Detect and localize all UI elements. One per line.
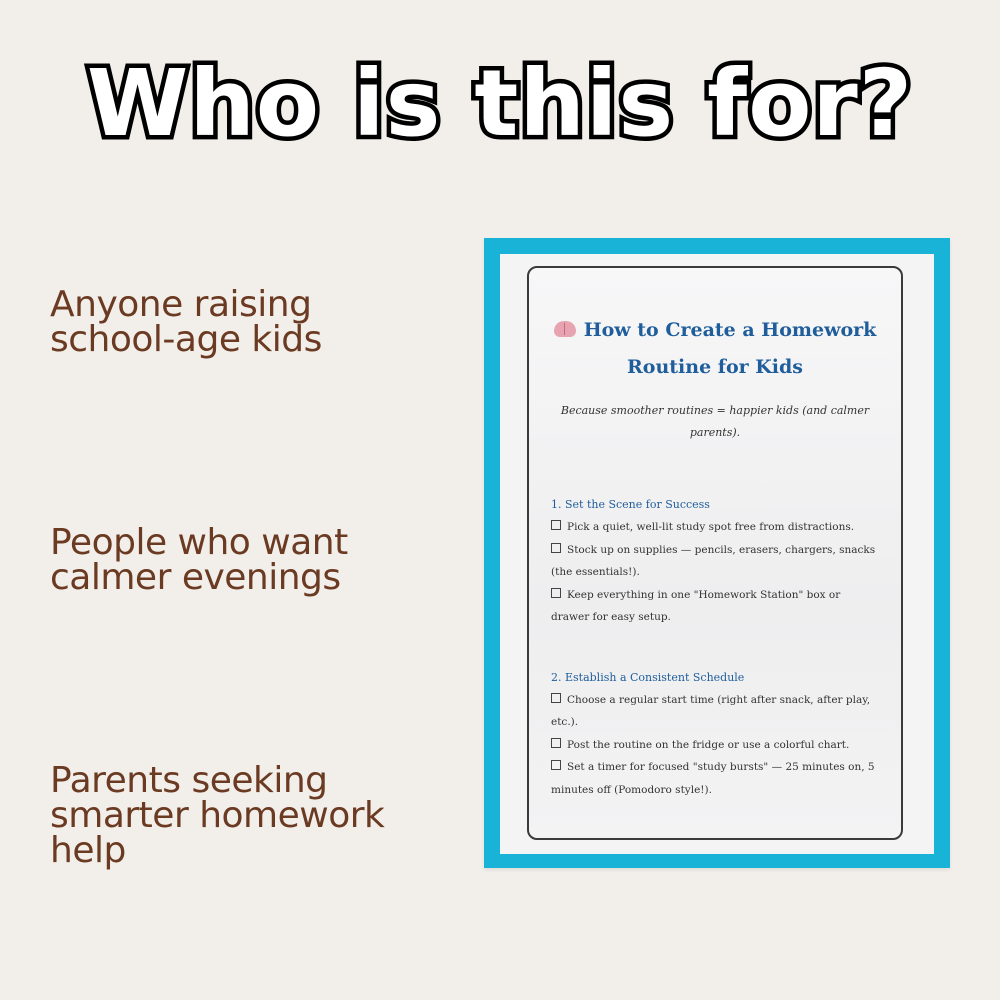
checklist-item <box>551 584 879 629</box>
checklist-item-text: Pick a quiet, well-lit study spot free from distractions. <box>567 521 855 533</box>
checklist-item-text: Post the routine on the fridge or use a colorful chart. <box>567 738 850 751</box>
section-heading: 1. Set the Scene for Success <box>551 498 710 511</box>
document-content <box>527 266 903 840</box>
section-heading: 2. Establish a Consistent Schedule <box>551 670 745 684</box>
checkbox-icon <box>551 543 561 553</box>
checklist-item <box>551 516 879 539</box>
checkbox-icon <box>551 760 561 770</box>
audience-item-calmer-evenings: People who want calmer evenings <box>50 522 348 598</box>
document-page <box>500 254 934 854</box>
audience-item-homework-help: Parents seeking smarter homework help <box>50 760 385 871</box>
audience-item-school-age: Anyone raising school-age kids <box>50 284 322 360</box>
document-subtitle: Because smoother routines = happier kids (and calmer parents). <box>560 404 870 439</box>
document-title-text: How to Create a Homework Routine for Kids <box>583 319 877 378</box>
checklist-item-text: Choose a regular start time (right after snack, after play, etc.). <box>551 693 871 728</box>
checklist-item-text: Stock up on supplies — pencils, erasers, chargers, snacks (the essentials!). <box>551 543 876 578</box>
checklist-item <box>551 539 879 584</box>
checklist-item-text: Set a timer for focused "study bursts" — 25 minutes on, 5 minutes off (Pomodoro style!). <box>551 761 875 796</box>
headline: Who is this for? <box>86 50 914 157</box>
checklist <box>551 689 879 802</box>
checklist <box>551 516 879 629</box>
checklist-item <box>551 689 879 734</box>
checkbox-icon <box>551 520 561 530</box>
document-preview-frame <box>484 238 950 868</box>
checklist-item-text: Keep everything in one "Homework Station" box or drawer for easy setup. <box>551 588 841 623</box>
document-title <box>551 312 879 386</box>
checkbox-icon <box>551 693 561 703</box>
brain-icon <box>554 321 576 337</box>
checklist-item <box>551 756 879 801</box>
checklist-item <box>551 734 879 757</box>
checkbox-icon <box>551 588 561 598</box>
checkbox-icon <box>551 738 561 748</box>
